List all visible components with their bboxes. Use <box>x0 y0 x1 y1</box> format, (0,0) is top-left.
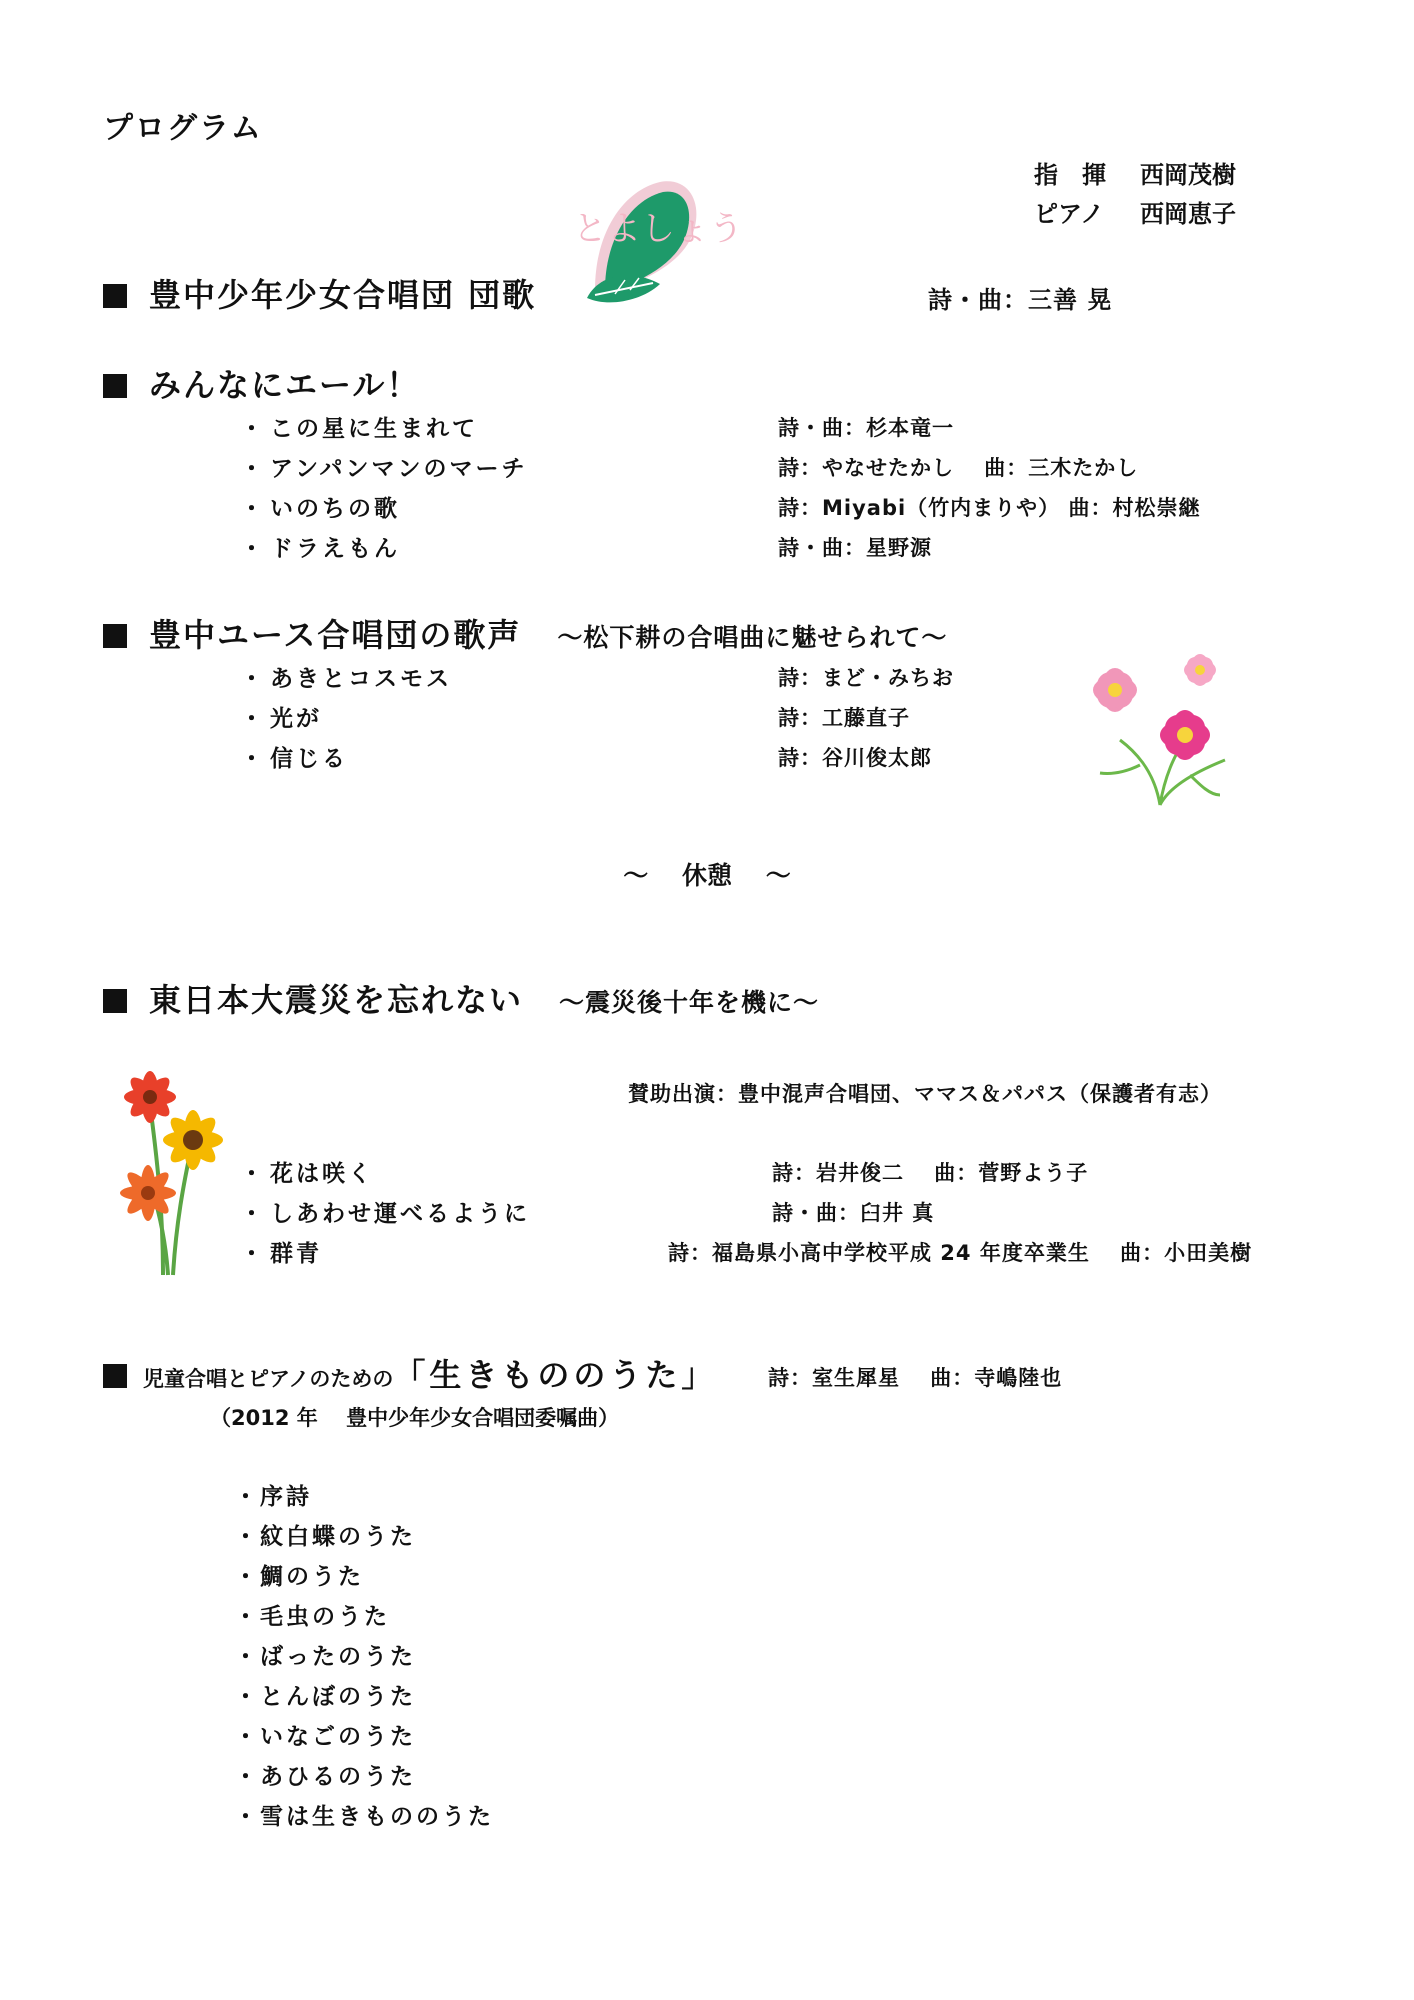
piano-label: ピアノ <box>1034 200 1105 228</box>
bullet: ・ <box>240 666 266 692</box>
square-bullet-icon <box>103 374 127 398</box>
section-5-title <box>103 1350 717 1396</box>
song-title: 群青 <box>270 1241 322 1267</box>
list-item <box>240 1155 374 1188</box>
section-prefix: 児童合唱とピアノのための <box>143 1367 394 1391</box>
section-title-text: 豊中少年少女合唱団 団歌 <box>149 276 537 314</box>
song-title: 信じる <box>270 746 348 772</box>
song-title: しあわせ運べるように <box>270 1201 530 1227</box>
conductor-name: 西岡茂樹 <box>1140 161 1236 189</box>
movement-item: ・毛虫のうた <box>234 1604 390 1630</box>
song-author: 詩：Miyabi（竹内まりや） 曲：村松崇継 <box>778 496 1201 520</box>
square-bullet-icon <box>103 989 127 1013</box>
song-author: 詩：福島県小高中学校平成 24 年度卒業生 曲：小田美樹 <box>668 1241 1253 1265</box>
song-title: ドラえもん <box>270 536 400 562</box>
song-title: 光が <box>270 706 322 732</box>
movement-item: ・いなごのうた <box>234 1724 416 1750</box>
bullet: ・ <box>240 496 266 522</box>
song-author: 詩・曲：杉本竜一 <box>778 416 954 440</box>
bullet: ・ <box>240 1241 266 1267</box>
bullet: ・ <box>240 536 266 562</box>
bullet: ・ <box>240 416 266 442</box>
cosmos-flower-icon <box>1060 645 1260 815</box>
song-author: 詩：まど・みちお <box>778 666 954 690</box>
bullet: ・ <box>240 456 266 482</box>
bullet: ・ <box>240 746 266 772</box>
song-title: この星に生まれて <box>270 416 478 442</box>
movement-item: ・雪は生きもののうた <box>234 1804 494 1830</box>
conductor-label: 指 揮 <box>1034 161 1106 189</box>
movement-item: ・鯛のうた <box>234 1564 364 1590</box>
movement-item: ・紋白蝶のうた <box>234 1524 416 1550</box>
section-4-title <box>103 975 819 1021</box>
section-subtitle: ～震災後十年を機に～ <box>559 988 820 1017</box>
gerbera-flower-icon <box>108 1065 238 1285</box>
list-item <box>240 450 527 483</box>
song-title: いのちの歌 <box>270 496 400 522</box>
song-title: アンパンマンのマーチ <box>270 456 528 482</box>
note-leaf-logo-icon <box>565 170 743 320</box>
choir-logo <box>565 170 743 320</box>
page-title: プログラム <box>103 111 263 146</box>
movement-item: ・ばったのうた <box>234 1644 416 1670</box>
logo-text: とよしょう <box>573 209 743 249</box>
square-bullet-icon <box>103 284 127 308</box>
song-author: 詩：やなせたかし 曲：三木たかし <box>778 456 1139 480</box>
section-2-title <box>103 360 420 406</box>
song-author: 詩：岩井俊二 曲：菅野よう子 <box>772 1161 1089 1185</box>
section-title-text: みんなにエール！ <box>149 366 421 404</box>
section-subtitle: ～松下耕の合唱曲に魅せられて～ <box>557 623 948 652</box>
section-1-author: 詩・曲：三善 晃 <box>928 286 1113 314</box>
cosmos-illustration <box>1060 645 1260 815</box>
movement-item: ・とんぼのうた <box>234 1684 416 1710</box>
section-title-text: 「生きもののうた」 <box>393 1356 718 1394</box>
bullet: ・ <box>240 1201 266 1227</box>
commission-note: （2012 年 豊中少年少女合唱団委嘱曲） <box>210 1406 620 1430</box>
gerbera-illustration <box>108 1065 238 1285</box>
movement-item: ・あひるのうた <box>234 1764 416 1790</box>
list-item <box>240 490 400 523</box>
movement-item: ・序詩 <box>234 1484 312 1510</box>
list-item <box>240 700 322 733</box>
song-author: 詩：谷川俊太郎 <box>778 746 932 770</box>
list-item <box>240 1195 530 1228</box>
section-title-text: 豊中ユース合唱団の歌声 <box>149 616 522 654</box>
piano-credit <box>1034 194 1236 229</box>
song-author: 詩・曲：臼井 真 <box>772 1201 935 1225</box>
bullet: ・ <box>240 1161 266 1187</box>
section-5-author: 詩：室生犀星 曲：寺嶋陸也 <box>768 1366 1063 1390</box>
song-author: 詩・曲：星野源 <box>778 536 932 560</box>
intermission: ～ 休憩 ～ <box>623 861 791 890</box>
list-item <box>240 660 452 693</box>
guest-performers: 賛助出演：豊中混声合唱団、ママス＆パパス（保護者有志） <box>628 1082 1222 1106</box>
list-item <box>240 1235 322 1268</box>
section-1-title <box>103 270 536 316</box>
song-title: 花は咲く <box>270 1161 374 1187</box>
section-3-title <box>103 610 947 656</box>
song-author: 詩：工藤直子 <box>778 706 910 730</box>
list-item <box>240 740 348 773</box>
bullet: ・ <box>240 706 266 732</box>
piano-name: 西岡恵子 <box>1140 200 1236 228</box>
song-title: あきとコスモス <box>270 666 452 692</box>
conductor-credit <box>1034 155 1236 190</box>
square-bullet-icon <box>103 1364 127 1388</box>
list-item <box>240 410 478 443</box>
square-bullet-icon <box>103 624 127 648</box>
section-title-text: 東日本大震災を忘れない <box>149 981 524 1019</box>
list-item <box>240 530 400 563</box>
